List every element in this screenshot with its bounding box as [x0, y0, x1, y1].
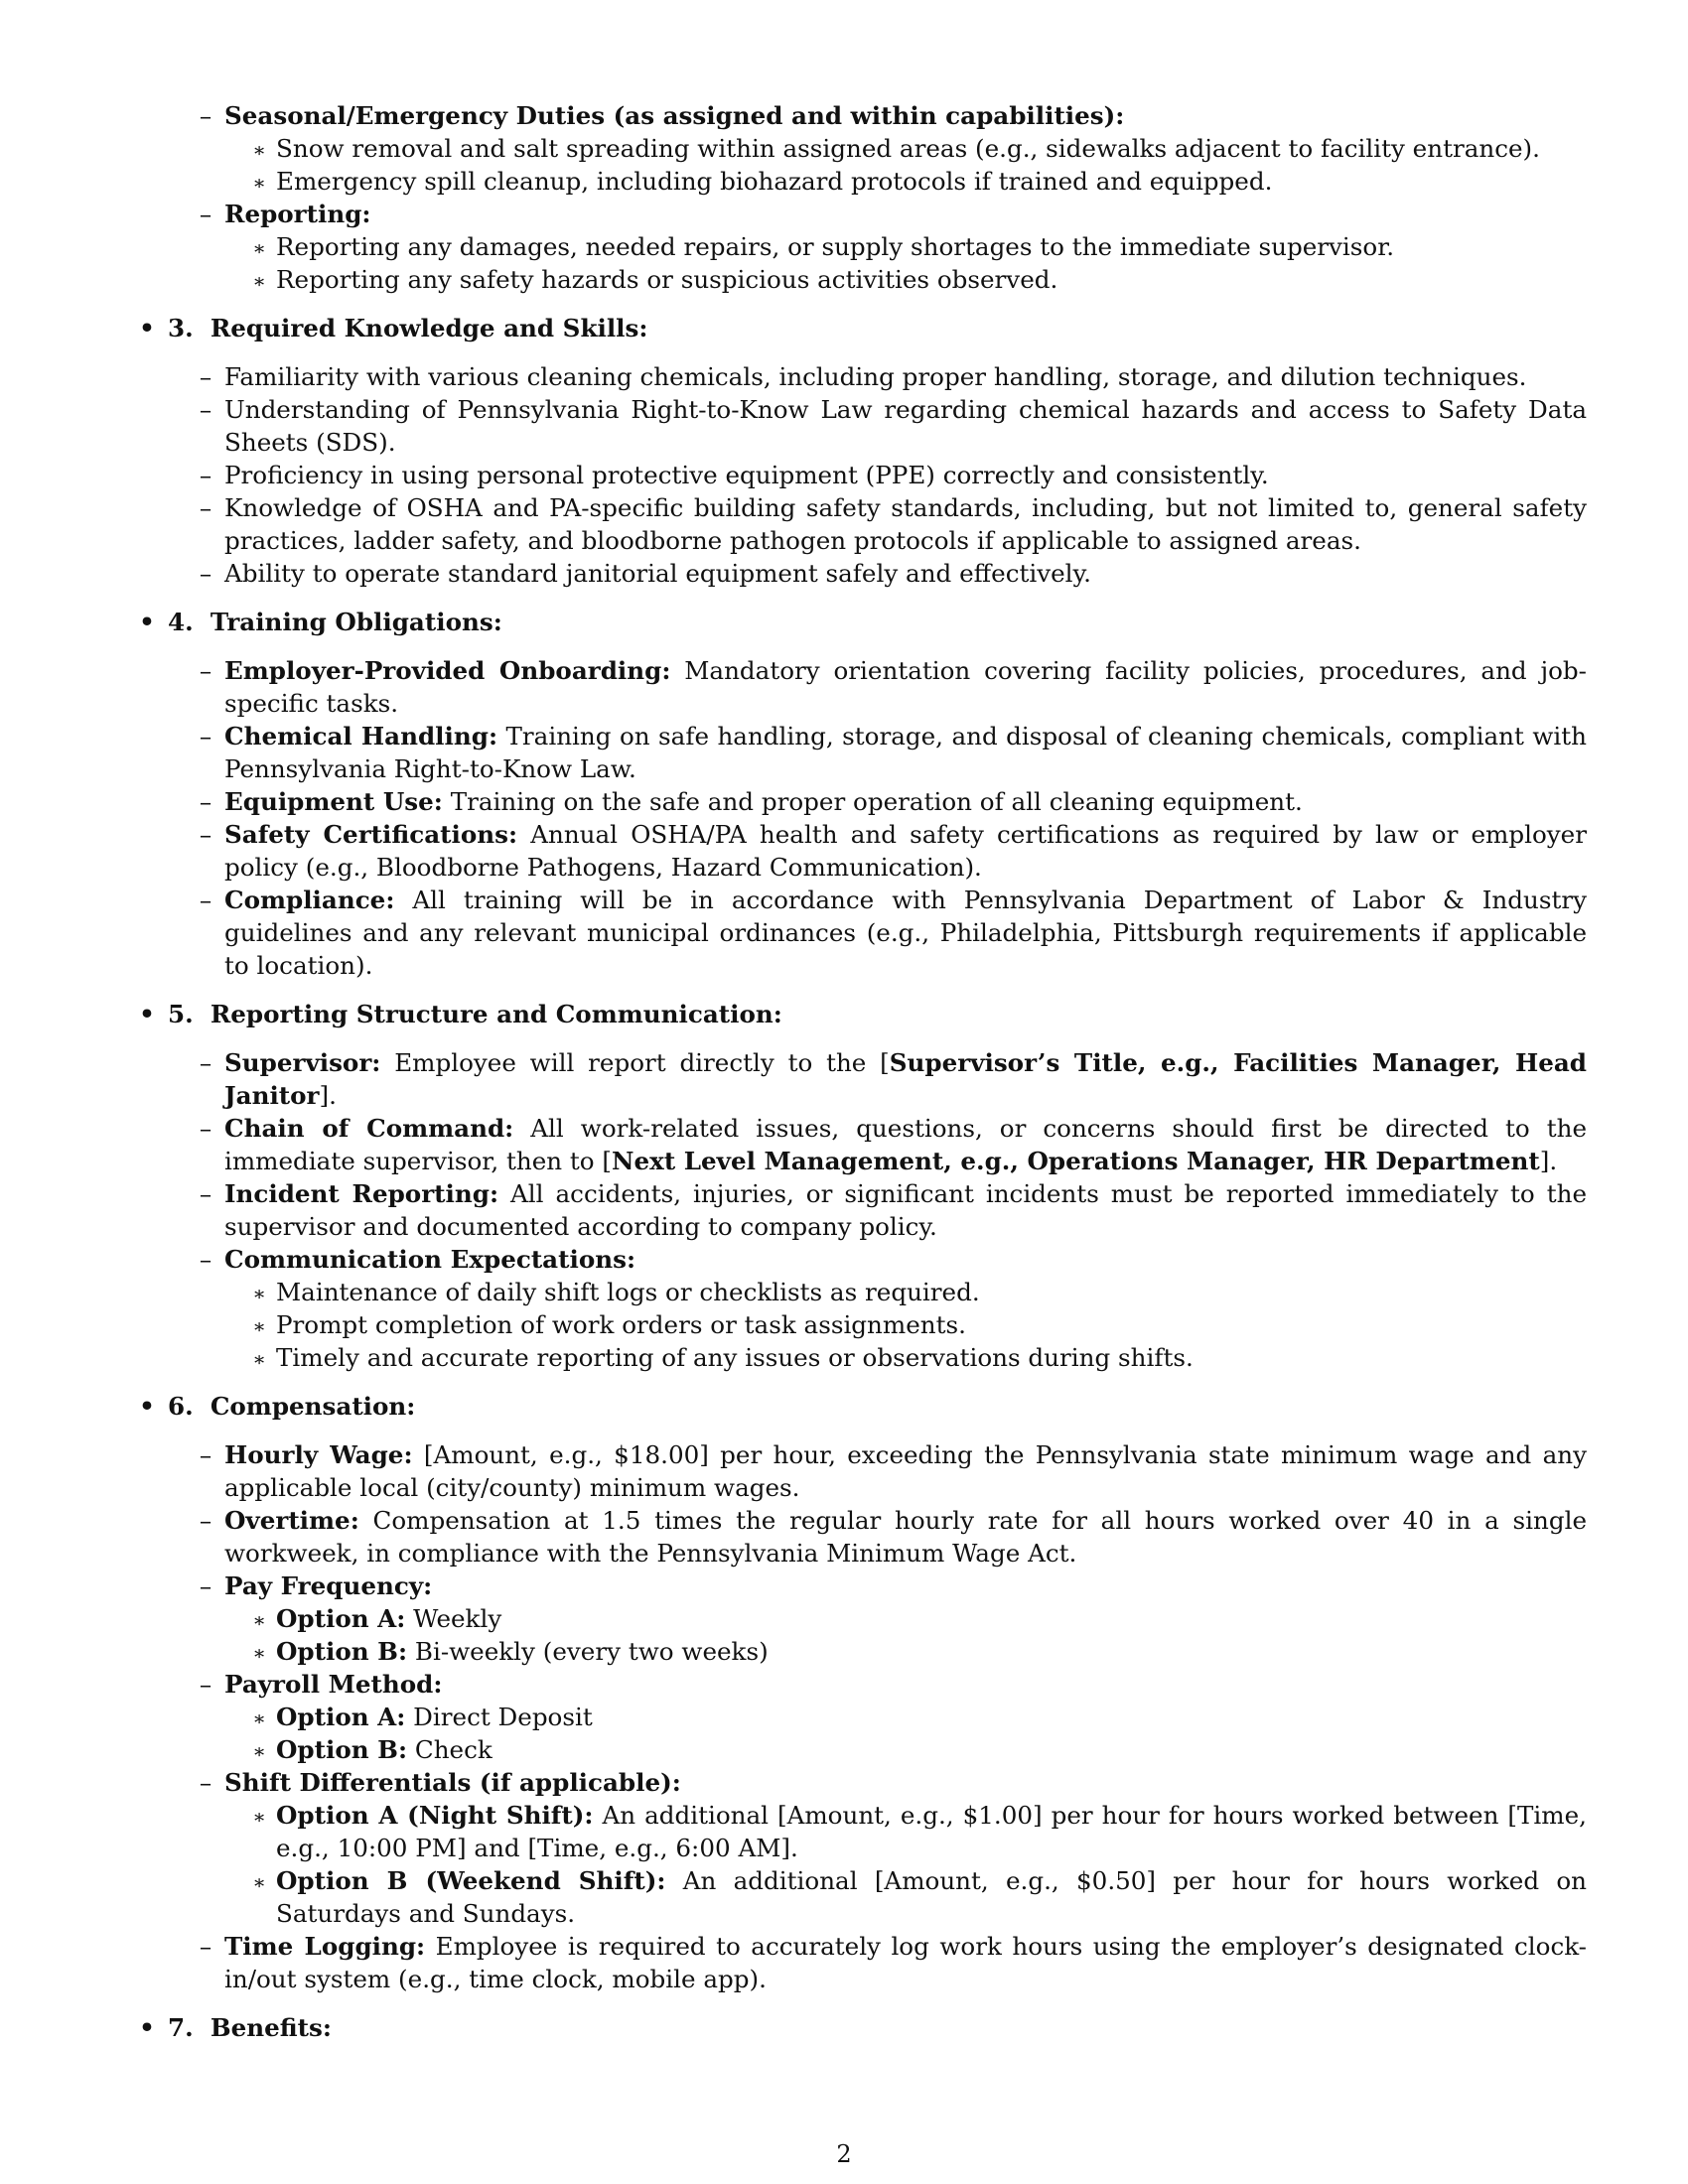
list-item-text: Snow removal and salt spreading within assigned areas (e.g., sidewalks adjacent to facility entrance).	[276, 134, 1540, 163]
list-item	[132, 360, 1587, 393]
list-item	[132, 132, 1587, 165]
bullet-marker: •	[139, 608, 155, 636]
list-item-overtime	[132, 1504, 1587, 1570]
list-item-communication	[132, 1243, 1587, 1276]
asterisk-marker: ∗	[252, 1608, 266, 1632]
list-item-text: Annual OSHA/PA health and safety certifications as required by law or employer policy (e.g., Bloodborne Pathogens, Hazard Communication).	[224, 820, 1587, 882]
list-item	[132, 557, 1587, 590]
item-label: Overtime:	[224, 1506, 359, 1535]
list-item	[132, 884, 1587, 982]
section-2-continuation	[132, 99, 1587, 296]
list-item	[132, 720, 1587, 785]
asterisk-marker: ∗	[252, 1706, 266, 1730]
list-item-text: Maintenance of daily shift logs or checklists as required.	[276, 1278, 980, 1306]
list-item-text: Proficiency in using personal protective equipment (PPE) correctly and consistently.	[224, 461, 1269, 489]
list-item	[132, 263, 1587, 296]
dash-marker: –	[199, 1114, 212, 1143]
list-item-text: Weekly	[413, 1604, 502, 1633]
list-item	[132, 1701, 1587, 1733]
list-item	[132, 165, 1587, 198]
section-heading	[132, 312, 1587, 344]
section-title: Benefits:	[210, 2013, 332, 2042]
section-number: 6.	[168, 1392, 194, 1421]
list-item	[132, 785, 1587, 818]
list-item-text: Knowledge of OSHA and PA-specific building safety standards, including, but not limited to, general safety practices, ladder safety, and bloodborne pathogen protocols if applicable to assigned areas.	[224, 493, 1587, 555]
dash-marker: –	[199, 722, 212, 751]
list-item-text: All work-related issues, questions, or concerns should first be directed to the immediate supervisor, then to [	[224, 1114, 1587, 1175]
asterisk-marker: ∗	[252, 1347, 266, 1371]
list-item-supervisor	[132, 1046, 1587, 1112]
list-item-shift-differentials	[132, 1766, 1587, 1799]
asterisk-marker: ∗	[252, 1739, 266, 1763]
list-item-text: An additional [Amount, e.g., $1.00] per hour for hours worked between [Time, e.g., 10:00 PM] and [Time, e.g., 6:00 AM].	[276, 1801, 1587, 1862]
list-item-text: ].	[319, 1081, 337, 1110]
list-item-text: Direct Deposit	[413, 1703, 593, 1731]
section-heading	[132, 606, 1587, 638]
dash-marker: –	[199, 656, 212, 685]
list-item-text: Understanding of Pennsylvania Right-to-Know Law regarding chemical hazards and access to Safety Data Sheets (SDS).	[224, 395, 1587, 457]
list-item-text: Training on the safe and proper operation of all cleaning equipment.	[450, 787, 1303, 816]
item-label: Compliance:	[224, 886, 395, 914]
option-label: Option A:	[276, 1604, 406, 1633]
dash-marker: –	[199, 1245, 212, 1274]
bullet-marker: •	[139, 1000, 155, 1028]
dash-marker: –	[199, 1571, 212, 1600]
section-5	[132, 998, 1587, 1374]
list-item-payroll-method	[132, 1668, 1587, 1701]
option-label: Option B (Weekend Shift):	[276, 1866, 666, 1895]
list-item-time-logging	[132, 1930, 1587, 1995]
subsection-title: Seasonal/Emergency Duties (as assigned and within capabilities):	[224, 101, 1125, 130]
list-item	[132, 1733, 1587, 1766]
dash-marker: –	[199, 1440, 212, 1469]
asterisk-marker: ∗	[252, 1282, 266, 1305]
list-item	[132, 1276, 1587, 1308]
list-item-text: ].	[1539, 1147, 1558, 1175]
list-item-text: An additional [Amount, e.g., $0.50] per hour for hours worked on Saturdays and Sundays.	[276, 1866, 1588, 1928]
list-item-text: Emergency spill cleanup, including biohazard protocols if trained and equipped.	[276, 167, 1273, 196]
dash-marker: –	[199, 1768, 212, 1797]
section-heading	[132, 2011, 1587, 2044]
item-label: Employer-Provided Onboarding:	[224, 656, 671, 685]
bullet-marker: •	[139, 314, 155, 342]
item-label: Chain of Command:	[224, 1114, 514, 1143]
section-3	[132, 312, 1587, 590]
list-item-chain-of-command	[132, 1112, 1587, 1177]
section-title: Compensation:	[210, 1392, 416, 1421]
subsection-title: Reporting:	[224, 200, 371, 228]
subsection-seasonal-duties	[132, 99, 1587, 132]
option-label: Option B:	[276, 1637, 408, 1666]
asterisk-marker: ∗	[252, 171, 266, 195]
dash-marker: –	[199, 1048, 212, 1077]
dash-marker: –	[199, 200, 212, 228]
list-item-text: Ability to operate standard janitorial equipment safely and effectively.	[224, 559, 1091, 588]
list-item	[132, 1799, 1587, 1864]
list-item-text: Employee will report directly to the [	[394, 1048, 890, 1077]
section-4	[132, 606, 1587, 982]
item-label: Equipment Use:	[224, 787, 443, 816]
asterisk-marker: ∗	[252, 236, 266, 260]
list-item	[132, 393, 1587, 459]
list-item	[132, 1341, 1587, 1374]
item-label: Communication Expectations:	[224, 1245, 636, 1274]
item-label: Safety Certifications:	[224, 820, 518, 849]
bullet-marker: •	[139, 1392, 155, 1421]
list-item	[132, 654, 1587, 720]
dash-marker: –	[199, 1179, 212, 1208]
dash-marker: –	[199, 395, 212, 424]
asterisk-marker: ∗	[252, 1805, 266, 1829]
dash-marker: –	[199, 1506, 212, 1535]
list-item-text: All training will be in accordance with Pennsylvania Department of Labor & Industry guidelines and any relevant municipal ordinances (e.g., Philadelphia, Pittsburgh requirements if applicable to location).	[224, 886, 1587, 980]
section-title: Required Knowledge and Skills:	[210, 314, 648, 342]
section-heading	[132, 998, 1587, 1030]
list-item-hourly-wage	[132, 1438, 1587, 1504]
section-6	[132, 1390, 1587, 1995]
list-item-text: All accidents, injuries, or significant incidents must be reported immediately to the supervisor and documented according to company policy.	[224, 1179, 1587, 1241]
list-item-text: Training on safe handling, storage, and disposal of cleaning chemicals, compliant with Pennsylvania Right-to-Know Law.	[224, 722, 1587, 783]
section-7	[132, 2011, 1587, 2044]
placeholder-text: Next Level Management, e.g., Operations Manager, HR Department	[612, 1147, 1540, 1175]
list-item-text: Mandatory orientation covering facility policies, procedures, and job-specific tasks.	[224, 656, 1587, 718]
section-number: 4.	[168, 608, 194, 636]
item-label: Shift Differentials (if applicable):	[224, 1768, 681, 1797]
subsection-reporting	[132, 198, 1587, 230]
dash-marker: –	[199, 787, 212, 816]
option-label: Option B:	[276, 1735, 408, 1764]
list-item-text: Compensation at 1.5 times the regular hourly rate for all hours worked over 40 in a single workweek, in compliance with the Pennsylvania Minimum Wage Act.	[224, 1506, 1587, 1568]
placeholder-text: Supervisor’s Title, e.g., Facilities Manager, Head Janitor	[224, 1048, 1587, 1110]
item-label: Pay Frequency:	[224, 1571, 433, 1600]
list-item	[132, 1602, 1587, 1635]
dash-marker: –	[199, 1670, 212, 1699]
section-title: Training Obligations:	[210, 608, 502, 636]
dash-marker: –	[199, 559, 212, 588]
dash-marker: –	[199, 101, 212, 130]
list-item-text: [Amount, e.g., $18.00] per hour, exceeding the Pennsylvania state minimum wage and any applicable local (city/county) minimum wages.	[224, 1440, 1588, 1502]
item-label: Time Logging:	[224, 1932, 426, 1961]
list-item-text: Bi-weekly (every two weeks)	[414, 1637, 769, 1666]
section-title: Reporting Structure and Communication:	[210, 1000, 782, 1028]
asterisk-marker: ∗	[252, 1314, 266, 1338]
item-label: Chemical Handling:	[224, 722, 498, 751]
list-item-text: Reporting any safety hazards or suspicious activities observed.	[276, 265, 1058, 294]
list-item-text: Employee is required to accurately log work hours using the employer’s designated clock-in/out system (e.g., time clock, mobile app).	[224, 1932, 1587, 1993]
option-label: Option A:	[276, 1703, 406, 1731]
list-item	[132, 459, 1587, 491]
option-label: Option A (Night Shift):	[276, 1801, 594, 1830]
section-number: 3.	[168, 314, 194, 342]
section-number: 7.	[168, 2013, 194, 2042]
list-item	[132, 230, 1587, 263]
list-item	[132, 491, 1587, 557]
asterisk-marker: ∗	[252, 1641, 266, 1665]
page-number: 2	[836, 2140, 852, 2168]
dash-marker: –	[199, 1932, 212, 1961]
list-item-text: Familiarity with various cleaning chemicals, including proper handling, storage, and dilution techniques.	[224, 362, 1527, 391]
list-item-text: Prompt completion of work orders or task assignments.	[276, 1310, 966, 1339]
bullet-marker: •	[139, 2013, 155, 2042]
list-item	[132, 1308, 1587, 1341]
section-heading	[132, 1390, 1587, 1423]
section-number: 5.	[168, 1000, 194, 1028]
item-label: Hourly Wage:	[224, 1440, 413, 1469]
list-item-text: Reporting any damages, needed repairs, or supply shortages to the immediate supervisor.	[276, 232, 1395, 261]
list-item-text: Check	[414, 1735, 492, 1764]
asterisk-marker: ∗	[252, 1870, 266, 1894]
dash-marker: –	[199, 362, 212, 391]
document-page	[132, 99, 1587, 2060]
dash-marker: –	[199, 461, 212, 489]
item-label: Supervisor:	[224, 1048, 381, 1077]
item-label: Payroll Method:	[224, 1670, 443, 1699]
dash-marker: –	[199, 886, 212, 914]
asterisk-marker: ∗	[252, 138, 266, 162]
dash-marker: –	[199, 820, 212, 849]
list-item-pay-frequency	[132, 1570, 1587, 1602]
asterisk-marker: ∗	[252, 269, 266, 293]
dash-marker: –	[199, 493, 212, 522]
list-item-text: Timely and accurate reporting of any issues or observations during shifts.	[276, 1343, 1194, 1372]
list-item-incident	[132, 1177, 1587, 1243]
list-item	[132, 1864, 1587, 1930]
list-item	[132, 1635, 1587, 1668]
item-label: Incident Reporting:	[224, 1179, 499, 1208]
list-item	[132, 818, 1587, 884]
